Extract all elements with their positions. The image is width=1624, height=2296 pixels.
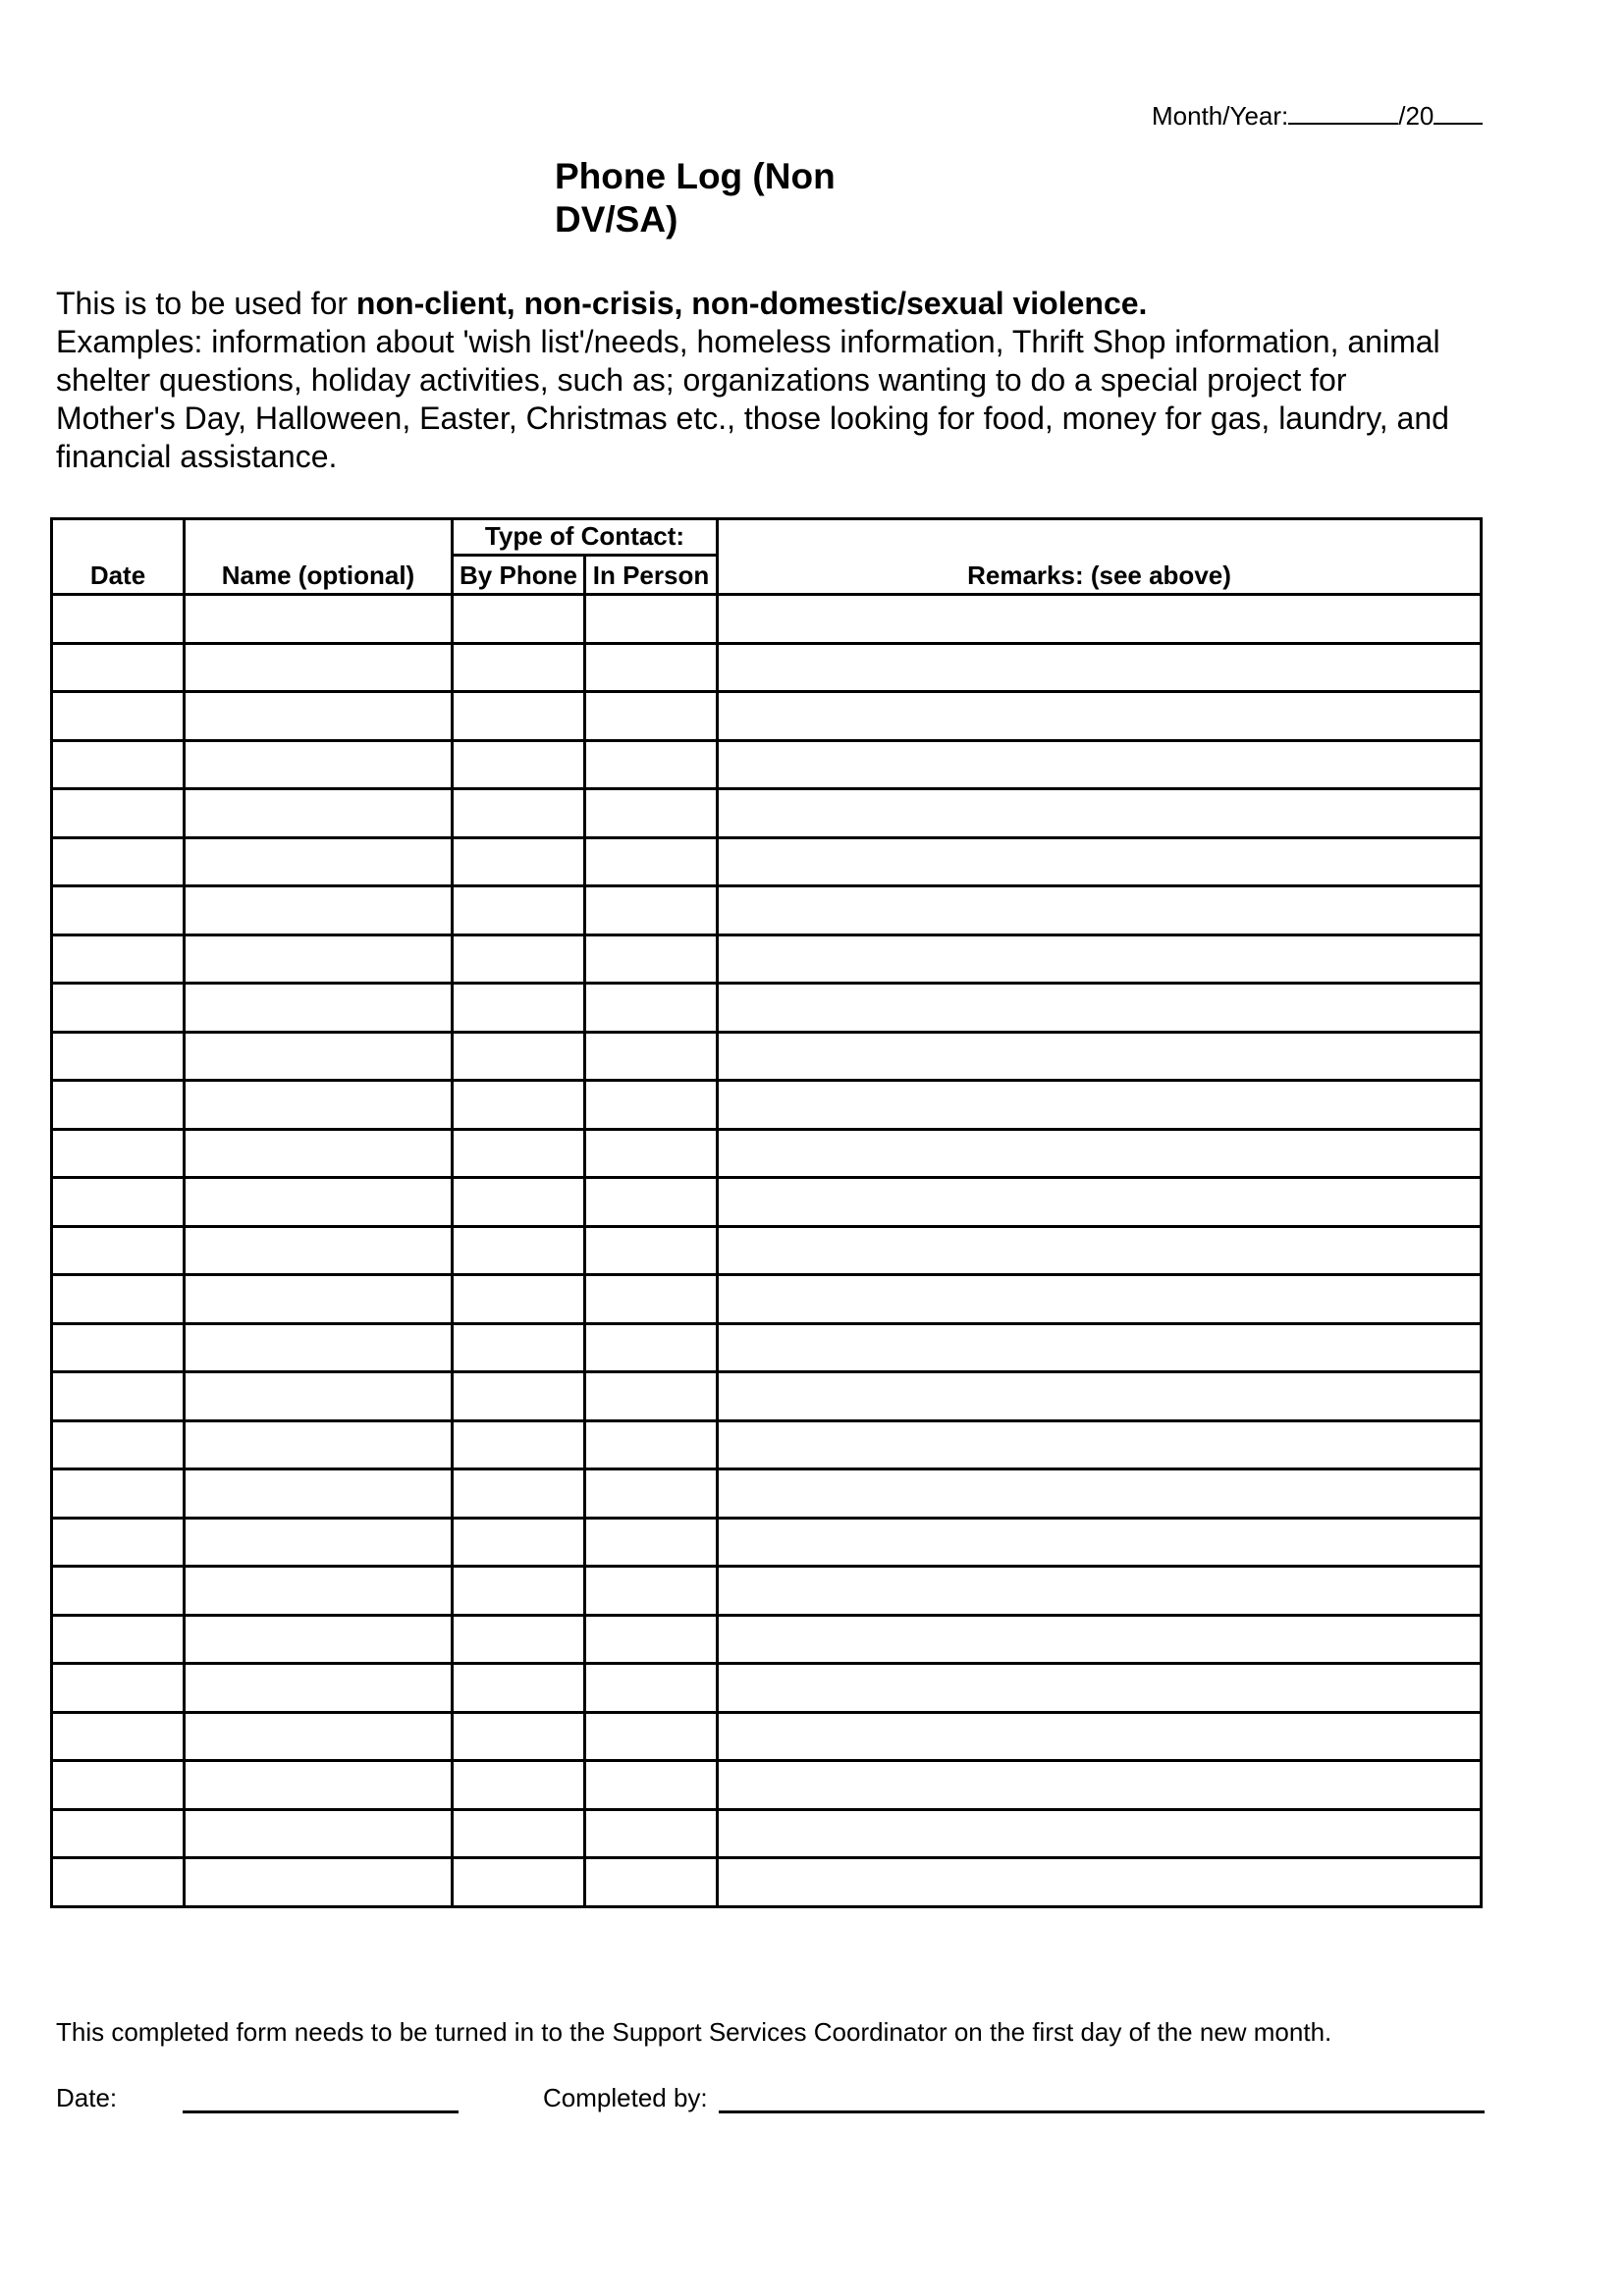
cell-name[interactable] — [185, 1081, 453, 1130]
cell-date[interactable] — [52, 1469, 185, 1519]
table-row — [52, 789, 1482, 838]
date-label: Date: — [56, 2083, 118, 2112]
year-blank[interactable] — [1434, 101, 1483, 125]
cell-date[interactable] — [52, 1178, 185, 1227]
table-row — [52, 643, 1482, 692]
cell-in-person[interactable] — [585, 789, 718, 838]
cell-remarks[interactable] — [718, 1809, 1482, 1858]
cell-name[interactable] — [185, 1518, 453, 1567]
cell-in-person[interactable] — [585, 1615, 718, 1664]
cell-by-phone[interactable] — [453, 1664, 585, 1713]
cell-remarks[interactable] — [718, 1712, 1482, 1761]
cell-date[interactable] — [52, 1129, 185, 1178]
phone-log-table — [50, 517, 1483, 1908]
cell-by-phone[interactable] — [453, 837, 585, 886]
cell-by-phone[interactable] — [453, 1761, 585, 1810]
cell-in-person[interactable] — [585, 643, 718, 692]
column-header-date: Date — [52, 519, 185, 595]
cell-in-person[interactable] — [585, 1323, 718, 1372]
table-row — [52, 1081, 1482, 1130]
cell-by-phone[interactable] — [453, 1226, 585, 1275]
cell-in-person[interactable] — [585, 692, 718, 741]
cell-by-phone[interactable] — [453, 595, 585, 644]
cell-name[interactable] — [185, 1032, 453, 1081]
cell-name[interactable] — [185, 789, 453, 838]
usage-emphasis: non-client, non-crisis, non-domestic/sexual violence. — [355, 286, 1148, 321]
cell-date[interactable] — [52, 1226, 185, 1275]
cell-by-phone[interactable] — [453, 1420, 585, 1469]
cell-in-person[interactable] — [585, 1664, 718, 1713]
cell-in-person[interactable] — [585, 1858, 718, 1907]
cell-name[interactable] — [185, 692, 453, 741]
cell-remarks[interactable] — [718, 934, 1482, 984]
table-row — [52, 740, 1482, 789]
cell-remarks[interactable] — [718, 1615, 1482, 1664]
usage-lead: This is to be used for — [56, 286, 356, 321]
cell-in-person[interactable] — [585, 1129, 718, 1178]
cell-by-phone[interactable] — [453, 1129, 585, 1178]
cell-date[interactable] — [52, 1615, 185, 1664]
cell-in-person[interactable] — [585, 1518, 718, 1567]
table-row — [52, 595, 1482, 644]
cell-in-person[interactable] — [585, 1420, 718, 1469]
month-year-label: Month/Year: — [1152, 101, 1289, 131]
cell-by-phone[interactable] — [453, 1469, 585, 1519]
table-row — [52, 886, 1482, 935]
cell-by-phone[interactable] — [453, 1323, 585, 1372]
cell-in-person[interactable] — [585, 1178, 718, 1227]
cell-remarks[interactable] — [718, 984, 1482, 1033]
table-row — [52, 1226, 1482, 1275]
cell-date[interactable] — [52, 692, 185, 741]
column-header-type-of-contact: Type of Contact: — [453, 519, 718, 556]
cell-by-phone[interactable] — [453, 1712, 585, 1761]
cell-remarks[interactable] — [718, 1469, 1482, 1519]
cell-remarks[interactable] — [718, 1226, 1482, 1275]
cell-in-person[interactable] — [585, 1081, 718, 1130]
month-year-field[interactable] — [1152, 101, 1483, 132]
table-row — [52, 984, 1482, 1033]
table-row — [52, 934, 1482, 984]
cell-name[interactable] — [185, 1809, 453, 1858]
table-row — [52, 1567, 1482, 1616]
cell-by-phone[interactable] — [453, 934, 585, 984]
cell-date[interactable] — [52, 1323, 185, 1372]
table-row — [52, 1372, 1482, 1421]
cell-date[interactable] — [52, 740, 185, 789]
cell-name[interactable] — [185, 643, 453, 692]
cell-in-person[interactable] — [585, 595, 718, 644]
cell-name[interactable] — [185, 1129, 453, 1178]
table-row — [52, 692, 1482, 741]
completed-by-label: Completed by: — [543, 2083, 708, 2112]
cell-remarks[interactable] — [718, 1420, 1482, 1469]
cell-name[interactable] — [185, 1226, 453, 1275]
usage-statement — [56, 285, 1470, 323]
cell-in-person[interactable] — [585, 984, 718, 1033]
examples-text: Examples: information about 'wish list'/needs, homeless information, Thrift Shop information, animal shelter questions, holiday activities, such as; organizations wanting to do a special project for Mother's Day, Halloween, Easter, Christmas etc., those looking for food, money for gas, laundry, and financial assistance. — [56, 324, 1449, 474]
column-header-by-phone: By Phone — [453, 556, 585, 595]
cell-remarks[interactable] — [718, 1081, 1482, 1130]
cell-name[interactable] — [185, 1761, 453, 1810]
cell-in-person[interactable] — [585, 1761, 718, 1810]
cell-date[interactable] — [52, 1664, 185, 1713]
cell-remarks[interactable] — [718, 1129, 1482, 1178]
table-row — [52, 1761, 1482, 1810]
cell-remarks[interactable] — [718, 1858, 1482, 1907]
cell-date[interactable] — [52, 1809, 185, 1858]
table-row — [52, 1809, 1482, 1858]
cell-by-phone[interactable] — [453, 886, 585, 935]
cell-date[interactable] — [52, 595, 185, 644]
cell-name[interactable] — [185, 837, 453, 886]
cell-remarks[interactable] — [718, 1518, 1482, 1567]
cell-name[interactable] — [185, 1469, 453, 1519]
cell-by-phone[interactable] — [453, 1178, 585, 1227]
column-header-in-person: In Person — [585, 556, 718, 595]
cell-name[interactable] — [185, 1858, 453, 1907]
table-row — [52, 1469, 1482, 1519]
cell-remarks[interactable] — [718, 837, 1482, 886]
column-header-remarks: Remarks: (see above) — [718, 519, 1482, 595]
cell-remarks[interactable] — [718, 595, 1482, 644]
table-row — [52, 1712, 1482, 1761]
cell-remarks[interactable] — [718, 1323, 1482, 1372]
cell-name[interactable] — [185, 740, 453, 789]
cell-remarks[interactable] — [718, 789, 1482, 838]
cell-date[interactable] — [52, 1081, 185, 1130]
cell-by-phone[interactable] — [453, 1372, 585, 1421]
cell-date[interactable] — [52, 1761, 185, 1810]
cell-name[interactable] — [185, 1567, 453, 1616]
cell-date[interactable] — [52, 1275, 185, 1324]
cell-name[interactable] — [185, 1712, 453, 1761]
table-row — [52, 1615, 1482, 1664]
cell-remarks[interactable] — [718, 1372, 1482, 1421]
cell-remarks[interactable] — [718, 886, 1482, 935]
cell-in-person[interactable] — [585, 740, 718, 789]
cell-name[interactable] — [185, 1615, 453, 1664]
cell-date[interactable] — [52, 1420, 185, 1469]
cell-by-phone[interactable] — [453, 692, 585, 741]
completed-by-line[interactable] — [719, 2110, 1485, 2113]
cell-name[interactable] — [185, 886, 453, 935]
table-row — [52, 1420, 1482, 1469]
cell-by-phone[interactable] — [453, 1032, 585, 1081]
cell-in-person[interactable] — [585, 1275, 718, 1324]
cell-name[interactable] — [185, 984, 453, 1033]
log-body — [52, 595, 1482, 1907]
cell-in-person[interactable] — [585, 886, 718, 935]
cell-name[interactable] — [185, 1178, 453, 1227]
cell-remarks[interactable] — [718, 643, 1482, 692]
table-row — [52, 1032, 1482, 1081]
cell-remarks[interactable] — [718, 1178, 1482, 1227]
cell-remarks[interactable] — [718, 1275, 1482, 1324]
cell-date[interactable] — [52, 1712, 185, 1761]
cell-by-phone[interactable] — [453, 1858, 585, 1907]
cell-remarks[interactable] — [718, 1567, 1482, 1616]
cell-remarks[interactable] — [718, 1664, 1482, 1713]
cell-by-phone[interactable] — [453, 1518, 585, 1567]
cell-by-phone[interactable] — [453, 984, 585, 1033]
cell-by-phone[interactable] — [453, 1567, 585, 1616]
cell-in-person[interactable] — [585, 1809, 718, 1858]
cell-date[interactable] — [52, 886, 185, 935]
cell-date[interactable] — [52, 1032, 185, 1081]
cell-remarks[interactable] — [718, 1032, 1482, 1081]
cell-date[interactable] — [52, 789, 185, 838]
cell-date[interactable] — [52, 1518, 185, 1567]
title-line-2: DV/SA) — [555, 199, 678, 240]
cell-by-phone[interactable] — [453, 1809, 585, 1858]
cell-in-person[interactable] — [585, 1567, 718, 1616]
cell-date[interactable] — [52, 837, 185, 886]
cell-in-person[interactable] — [585, 1712, 718, 1761]
submission-note: This completed form needs to be turned in to the Support Services Coordinator on the first day of the new month. — [56, 2017, 1332, 2047]
instructions — [56, 285, 1470, 476]
cell-name[interactable] — [185, 1420, 453, 1469]
cell-in-person[interactable] — [585, 934, 718, 984]
table-row — [52, 1858, 1482, 1907]
table-row — [52, 1664, 1482, 1713]
cell-date[interactable] — [52, 1372, 185, 1421]
cell-in-person[interactable] — [585, 1032, 718, 1081]
cell-remarks[interactable] — [718, 692, 1482, 741]
cell-date[interactable] — [52, 1567, 185, 1616]
year-prefix: /20 — [1398, 101, 1435, 131]
table-row — [52, 1129, 1482, 1178]
cell-remarks[interactable] — [718, 1761, 1482, 1810]
table-row — [52, 1323, 1482, 1372]
month-blank[interactable] — [1288, 101, 1398, 125]
cell-remarks[interactable] — [718, 740, 1482, 789]
cell-date[interactable] — [52, 984, 185, 1033]
cell-in-person[interactable] — [585, 1226, 718, 1275]
cell-by-phone[interactable] — [453, 1081, 585, 1130]
cell-name[interactable] — [185, 1664, 453, 1713]
cell-name[interactable] — [185, 1275, 453, 1324]
cell-by-phone[interactable] — [453, 1615, 585, 1664]
cell-by-phone[interactable] — [453, 643, 585, 692]
cell-date[interactable] — [52, 643, 185, 692]
table-row — [52, 837, 1482, 886]
cell-by-phone[interactable] — [453, 740, 585, 789]
cell-date[interactable] — [52, 1858, 185, 1907]
column-header-name: Name (optional) — [185, 519, 453, 595]
cell-name[interactable] — [185, 934, 453, 984]
table-row — [52, 1178, 1482, 1227]
cell-name[interactable] — [185, 1323, 453, 1372]
cell-in-person[interactable] — [585, 1469, 718, 1519]
cell-name[interactable] — [185, 1372, 453, 1421]
cell-by-phone[interactable] — [453, 789, 585, 838]
cell-in-person[interactable] — [585, 1372, 718, 1421]
table-row — [52, 1518, 1482, 1567]
page-title — [555, 155, 879, 241]
table-row — [52, 1275, 1482, 1324]
title-line-1: Phone Log (Non — [555, 156, 836, 196]
cell-name[interactable] — [185, 595, 453, 644]
date-line[interactable] — [183, 2110, 459, 2113]
cell-by-phone[interactable] — [453, 1275, 585, 1324]
cell-in-person[interactable] — [585, 837, 718, 886]
cell-date[interactable] — [52, 934, 185, 984]
